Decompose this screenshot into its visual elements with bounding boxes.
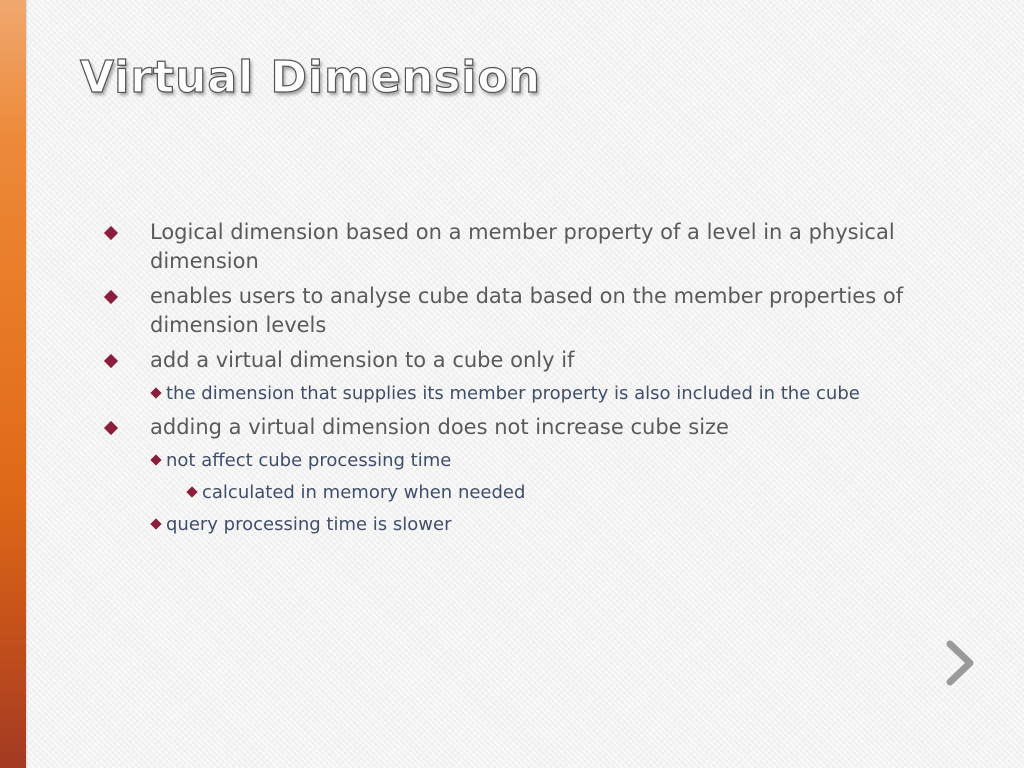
bullet-text: not affect cube processing time [166,450,452,471]
bullet-text: adding a virtual dimension does not increase cube size [150,415,729,439]
chevron-right-icon [942,638,978,688]
diamond-bullet-icon [150,387,161,398]
bullet-text: add a virtual dimension to a cube only if [150,348,575,372]
diamond-bullet-icon [186,486,197,497]
bullet-text: Logical dimension based on a member property of a level in a physical dimension [150,220,895,273]
sub-bullet-item [100,448,920,474]
bullet-item [100,413,920,442]
diamond-bullet-icon [104,354,118,368]
accent-side-bar [0,0,26,768]
sub-bullet-item [100,512,920,538]
diamond-bullet-icon [104,290,118,304]
bullet-item [100,346,920,375]
diamond-bullet-icon [150,454,161,465]
bullet-text: the dimension that supplies its member property is also included in the cube [166,383,860,404]
sub-sub-bullet-item [100,480,920,506]
sub-bullet-item [100,381,920,407]
next-slide-chevron-right-icon[interactable] [942,638,978,688]
bullet-text: enables users to analyse cube data based on the member properties of dimension levels [150,284,904,337]
bullet-text: query processing time is slower [166,514,452,535]
bullet-item [100,218,920,276]
diamond-bullet-icon [104,421,118,435]
slide-title: Virtual Dimension [80,52,541,103]
diamond-bullet-icon [104,226,118,240]
bullet-list [100,218,920,538]
bullet-text: calculated in memory when needed [202,482,526,503]
bullet-item [100,282,920,340]
diamond-bullet-icon [150,518,161,529]
